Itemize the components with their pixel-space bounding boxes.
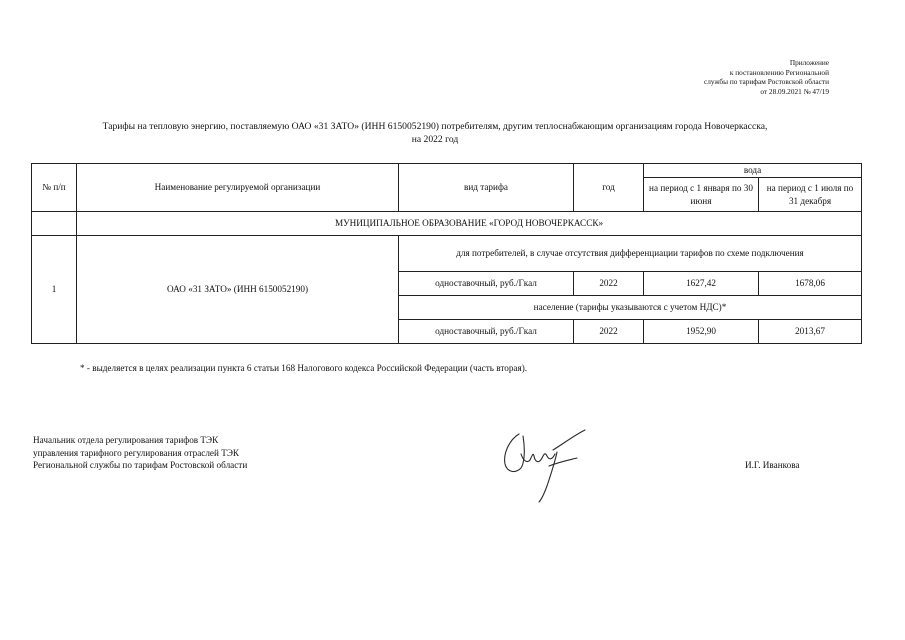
signer-name: И.Г. Иванкова — [745, 460, 800, 470]
consumer-group-label: для потребителей, в случае отсутствия дифференциации тарифов по схеме подключения — [399, 236, 862, 272]
signer-position-line: Начальник отдела регулирования тарифов ТЭК — [33, 435, 219, 445]
appendix-line: к постановлению Региональной — [729, 67, 829, 77]
tariff-type-cell: одноставочный, руб./Гкал — [399, 272, 574, 296]
document-title — [20, 120, 850, 146]
document-title-line1: Тарифы на тепловую энергию, поставляемую ОАО «31 ЗАТО» (ИНН 6150052190) потребителям, другим теплоснабжающим организациям города Новочеркасска, — [102, 121, 768, 132]
organization-name: ОАО «31 ЗАТО» (ИНН 6150052190) — [77, 236, 399, 344]
population-group-label: население (тарифы указываются с учетом НДС)* — [399, 296, 862, 320]
tariff-value-second-half: 2013,67 — [759, 320, 862, 344]
header-number: № п/п — [32, 164, 77, 212]
header-period-first-half: на период с 1 января по 30 июня — [644, 178, 759, 212]
header-year: год — [574, 164, 644, 212]
header-organization: Наименование регулируемой организации — [77, 164, 399, 212]
appendix-block — [704, 58, 829, 96]
appendix-line: Приложение — [789, 58, 829, 67]
header-water: вода — [644, 164, 862, 178]
municipality-empty-cell — [32, 212, 77, 236]
year-cell: 2022 — [574, 272, 644, 296]
footnote: * - выделяется в целях реализации пункта 6 статьи 168 Налогового кодекса Российской Федерации (часть вторая). — [80, 363, 528, 373]
tariff-value-first-half: 1627,42 — [644, 272, 759, 296]
tariff-value-second-half: 1678,06 — [759, 272, 862, 296]
header-tariff-type: вид тарифа — [399, 164, 574, 212]
document-title-line2: на 2022 год — [411, 134, 459, 145]
municipality-label: МУНИЦИПАЛЬНОЕ ОБРАЗОВАНИЕ «ГОРОД НОВОЧЕРКАССК» — [77, 212, 862, 236]
signer-position-line: Региональной службы по тарифам Ростовской области — [33, 460, 248, 470]
appendix-line: от 28.09.2021 № 47/19 — [760, 86, 829, 96]
tariff-table — [31, 163, 862, 344]
tariff-value-first-half: 1952,90 — [644, 320, 759, 344]
tariff-type-cell: одноставочный, руб./Гкал — [399, 320, 574, 344]
appendix-line: службы по тарифам Ростовской области — [704, 77, 829, 86]
signer-position — [33, 434, 247, 472]
row-number: 1 — [32, 236, 77, 344]
header-period-second-half: на период с 1 июля по 31 декабря — [759, 178, 862, 212]
handwritten-signature — [497, 414, 597, 510]
signer-position-line: управления тарифного регулирования отраслей ТЭК — [33, 447, 240, 458]
year-cell: 2022 — [574, 320, 644, 344]
